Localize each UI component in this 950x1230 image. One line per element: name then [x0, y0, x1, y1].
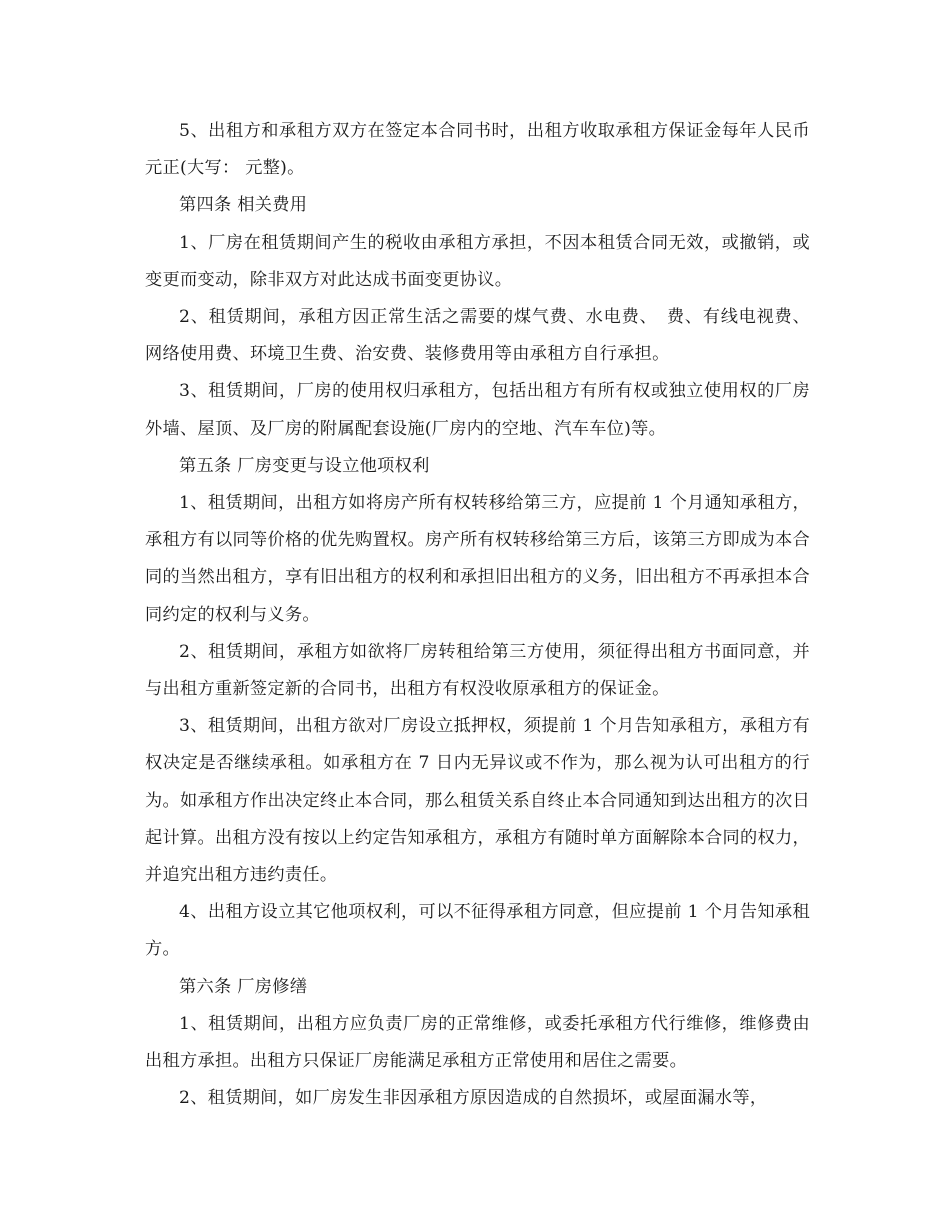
section-heading-article-4: 第四条 相关费用: [179, 195, 308, 216]
paragraph-utility-fees: 2、租赁期间，承租方因正常生活之需要的煤气费、水电费、 费、有线电视费、网络使用费、环境卫生费、治安费、装修费用等由承租方自行承担。: [145, 307, 810, 365]
section-heading-article-5: 第五条 厂房变更与设立他项权利: [179, 455, 430, 476]
paragraph-deposit: 5、出租方和承租方双方在签定本合同书时，出租方收取承租方保证金每年人民币 元正(大写： 元整)。: [145, 121, 810, 179]
paragraph-other-rights: 4、出租方设立其它他项权利，可以不征得承租方同意，但应提前 1 个月告知承租方。: [145, 902, 810, 960]
paragraph-maintenance: 1、租赁期间，出租方应负责厂房的正常维修，或委托承租方代行维修，维修费由出租方承担。出租方只保证厂房能满足承租方正常使用和居住之需要。: [145, 1013, 810, 1072]
paragraph-mortgage: 3、租赁期间，出租方欲对厂房设立抵押权，须提前 1 个月告知承租方，承租方有权决定是否继续承租。如承租方在 7 日内无异议或不作为，那么视为认可出租方的行为。如承租方作出决定终止本合同，那么租赁关系自终止本合同通知到达出租方的次日起计算。出租方没有按以上约定告知承租方，承租方有随时单方面解除本合同的权力，并追究出租方违约责任。: [145, 716, 810, 886]
paragraph-natural-damage: 2、租赁期间，如厂房发生非因承租方原因造成的自然损坏，或屋面漏水等，: [179, 1088, 768, 1109]
document-body: [145, 113, 810, 1117]
paragraph-sublease: 2、租赁期间，承租方如欲将厂房转租给第三方使用，须征得出租方书面同意，并与出租方重新签定新的合同书，出租方有权没收原承租方的保证金。: [145, 641, 810, 700]
paragraph-ownership-transfer: 1、租赁期间，出租方如将房产所有权转移给第三方，应提前 1 个月通知承租方，承租方有以同等价格的优先购置权。房产所有权转移给第三方后，该第三方即成为本合同的当然出租方，享有旧出租方的权利和承担旧出租方的义务，旧出租方不再承担本合同约定的权利与义务。: [145, 493, 810, 625]
paragraph-usage-rights: 3、租赁期间，厂房的使用权归承租方，包括出租方有所有权或独立使用权的厂房外墙、屋顶、及厂房的附属配套设施(厂房内的空地、汽车车位)等。: [145, 381, 810, 439]
section-heading-article-6: 第六条 厂房修缮: [179, 976, 308, 997]
paragraph-taxes: 1、厂房在租赁期间产生的税收由承租方承担，不因本租赁合同无效，或撤销，或变更而变动，除非双方对此达成书面变更协议。: [145, 232, 810, 290]
